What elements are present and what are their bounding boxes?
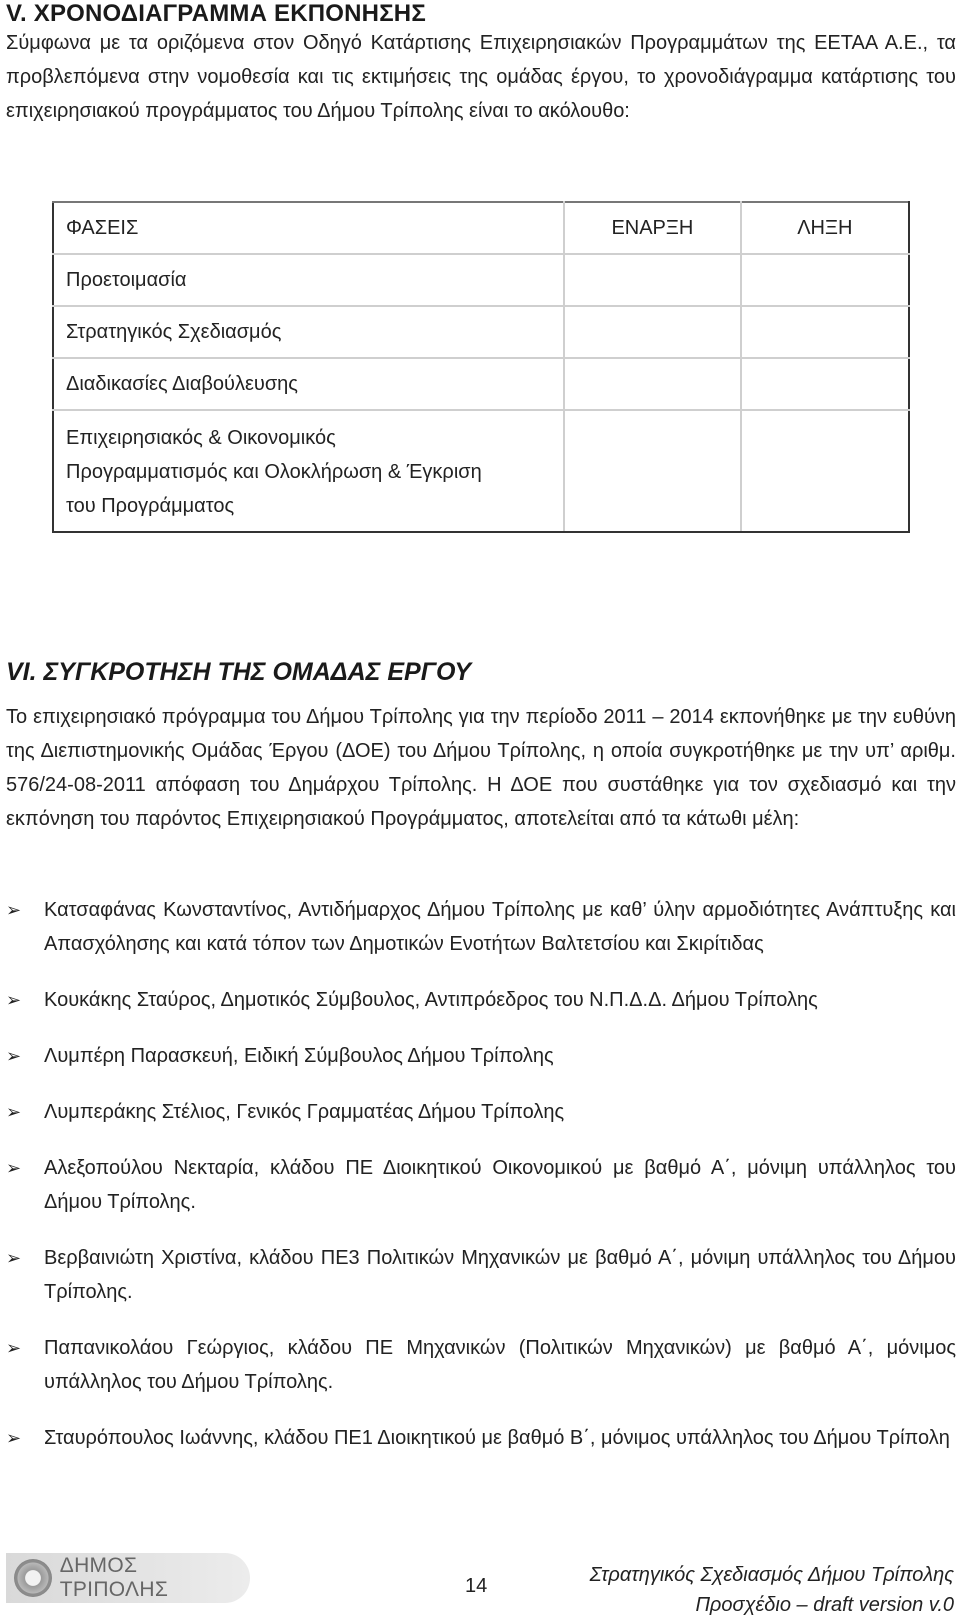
doc-version: Προσχέδιο – draft version v.0 bbox=[695, 1594, 954, 1616]
arrow-bullet-icon: ➢ bbox=[6, 990, 22, 1010]
start-cell bbox=[564, 410, 740, 532]
end-cell bbox=[741, 358, 909, 410]
doc-title: Στρατηγικός Σχεδιασμός Δήμου Τρίπολης bbox=[589, 1564, 954, 1586]
section-5-paragraph: Σύμφωνα με τα οριζόμενα στον Οδηγό Κατάρτισης Επιχειρησιακών Προγραμμάτων της ΕΕΤΑΑ Α.Ε., τα προβλεπόμενα στην νομοθεσία και τις εκτιμήσεις της ομάδας έργου, το χρονοδιάγραμμα κατάρτισης του επιχειρησιακού προγράμματος του Δήμου Τρίπολης είναι το ακόλουθο: bbox=[6, 32, 956, 122]
list-item bbox=[0, 1095, 956, 1129]
arrow-bullet-icon: ➢ bbox=[6, 1158, 22, 1178]
header-start: ΕΝΑΡΞΗ bbox=[564, 202, 740, 254]
phase-line: του Προγράμματος bbox=[66, 495, 235, 517]
end-cell bbox=[741, 254, 909, 306]
list-item bbox=[0, 1151, 956, 1219]
phase-cell: Διαδικασίες Διαβούλευσης bbox=[53, 358, 564, 410]
table-row bbox=[53, 306, 909, 358]
seal-icon bbox=[14, 1559, 52, 1597]
page-number: 14 bbox=[465, 1575, 488, 1597]
list-item bbox=[0, 1331, 956, 1399]
arrow-bullet-icon: ➢ bbox=[6, 1102, 22, 1122]
arrow-bullet-icon: ➢ bbox=[6, 1338, 22, 1358]
logo-text: ΔΗΜΟΣ ΤΡΙΠΟΛΗΣ bbox=[59, 1554, 169, 1601]
header-phases: ΦΑΣΕΙΣ bbox=[53, 202, 564, 254]
end-cell bbox=[741, 306, 909, 358]
phase-cell bbox=[53, 410, 564, 532]
member-text: Βερβαινιώτη Χριστίνα, κλάδου ΠΕ3 Πολιτικών Μηχανικών με βαθμό Α΄, μόνιμη υπάλληλος του Δήμου Τρίπολης. bbox=[44, 1247, 956, 1303]
list-item bbox=[0, 1241, 956, 1309]
arrow-bullet-icon: ➢ bbox=[6, 900, 22, 920]
member-text: Κουκάκης Σταύρος, Δημοτικός Σύμβουλος, Αντιπρόεδρος του Ν.Π.Δ.Δ. Δήμου Τρίπολης bbox=[44, 989, 818, 1011]
section-6-heading: VI. ΣΥΓΚΡΟΤΗΣΗ ΤΗΣ ΟΜΑΔΑΣ ΕΡΓΟΥ bbox=[6, 658, 472, 686]
header-end: ΛΗΞΗ bbox=[741, 202, 909, 254]
start-cell bbox=[564, 306, 740, 358]
list-item bbox=[0, 1421, 956, 1455]
section-5-heading: V. ΧΡΟΝΟΔΙΑΓΡΑΜΜΑ ΕΚΠΟΝΗΣΗΣ bbox=[6, 0, 426, 27]
table-header-row bbox=[53, 202, 909, 254]
phase-cell: Στρατηγικός Σχεδιασμός bbox=[53, 306, 564, 358]
start-cell bbox=[564, 358, 740, 410]
table-row bbox=[53, 358, 909, 410]
municipality-logo bbox=[6, 1553, 250, 1603]
list-item bbox=[0, 893, 956, 961]
members-list bbox=[0, 893, 956, 1477]
arrow-bullet-icon: ➢ bbox=[6, 1046, 22, 1066]
member-text: Λυμπέρη Παρασκευή, Ειδική Σύμβουλος Δήμου Τρίπολης bbox=[44, 1045, 554, 1067]
phase-cell: Προετοιμασία bbox=[53, 254, 564, 306]
list-item bbox=[0, 983, 956, 1017]
member-text: Σταυρόπουλος Ιωάννης, κλάδου ΠΕ1 Διοικητικού με βαθμό Β΄, μόνιμος υπάλληλος του Δήμου Τρίπολη bbox=[44, 1427, 950, 1449]
start-cell bbox=[564, 254, 740, 306]
end-cell bbox=[741, 410, 909, 532]
table-row bbox=[53, 254, 909, 306]
footer-title-block bbox=[590, 1560, 954, 1620]
phase-line: Επιχειρησιακός & Οικονομικός bbox=[66, 427, 336, 449]
list-item bbox=[0, 1039, 956, 1073]
member-text: Παπανικολάου Γεώργιος, κλάδου ΠΕ Μηχανικών (Πολιτικών Μηχανικών) με βαθμό Α΄, μόνιμος υπάλληλος του Δήμου Τρίπολης. bbox=[44, 1337, 956, 1393]
member-text: Αλεξοπούλου Νεκταρία, κλάδου ΠΕ Διοικητικού Οικονομικού με βαθμό Α΄, μόνιμη υπάλληλος του Δήμου Τρίπολης. bbox=[44, 1157, 956, 1213]
table-row bbox=[53, 410, 909, 532]
arrow-bullet-icon: ➢ bbox=[6, 1248, 22, 1268]
section-6-paragraph: Το επιχειρησιακό πρόγραμμα του Δήμου Τρίπολης για την περίοδο 2011 – 2014 εκπονήθηκε με την ευθύνη της Διεπιστημονικής Ομάδας Έργου (ΔΟΕ) του Δήμου Τρίπολης, η οποία συγκροτήθηκε με την υπ’ αριθμ. 576/24-08-2011 απόφαση του Δημάρχου Τρίπολης. Η ΔΟΕ που συστάθηκε για τον σχεδιασμό και την εκπόνηση του παρόντος Επιχειρησιακού Προγράμματος, αποτελείται από τα κάτωθι μέλη: bbox=[6, 706, 956, 830]
phase-line: Προγραμματισμός και Ολοκλήρωση & Έγκριση bbox=[66, 461, 482, 483]
schedule-table bbox=[52, 201, 910, 533]
member-text: Λυμπεράκης Στέλιος, Γενικός Γραμματέας Δήμου Τρίπολης bbox=[44, 1101, 565, 1123]
arrow-bullet-icon: ➢ bbox=[6, 1428, 22, 1448]
member-text: Κατσαφάνας Κωνσταντίνος, Αντιδήμαρχος Δήμου Τρίπολης με καθ’ ύλην αρμοδιότητες Ανάπτυξης και Απασχόλησης και κατά τόπον των Δημοτικών Ενοτήτων Βαλτετσίου και Σκιρίτιδας bbox=[44, 899, 956, 955]
